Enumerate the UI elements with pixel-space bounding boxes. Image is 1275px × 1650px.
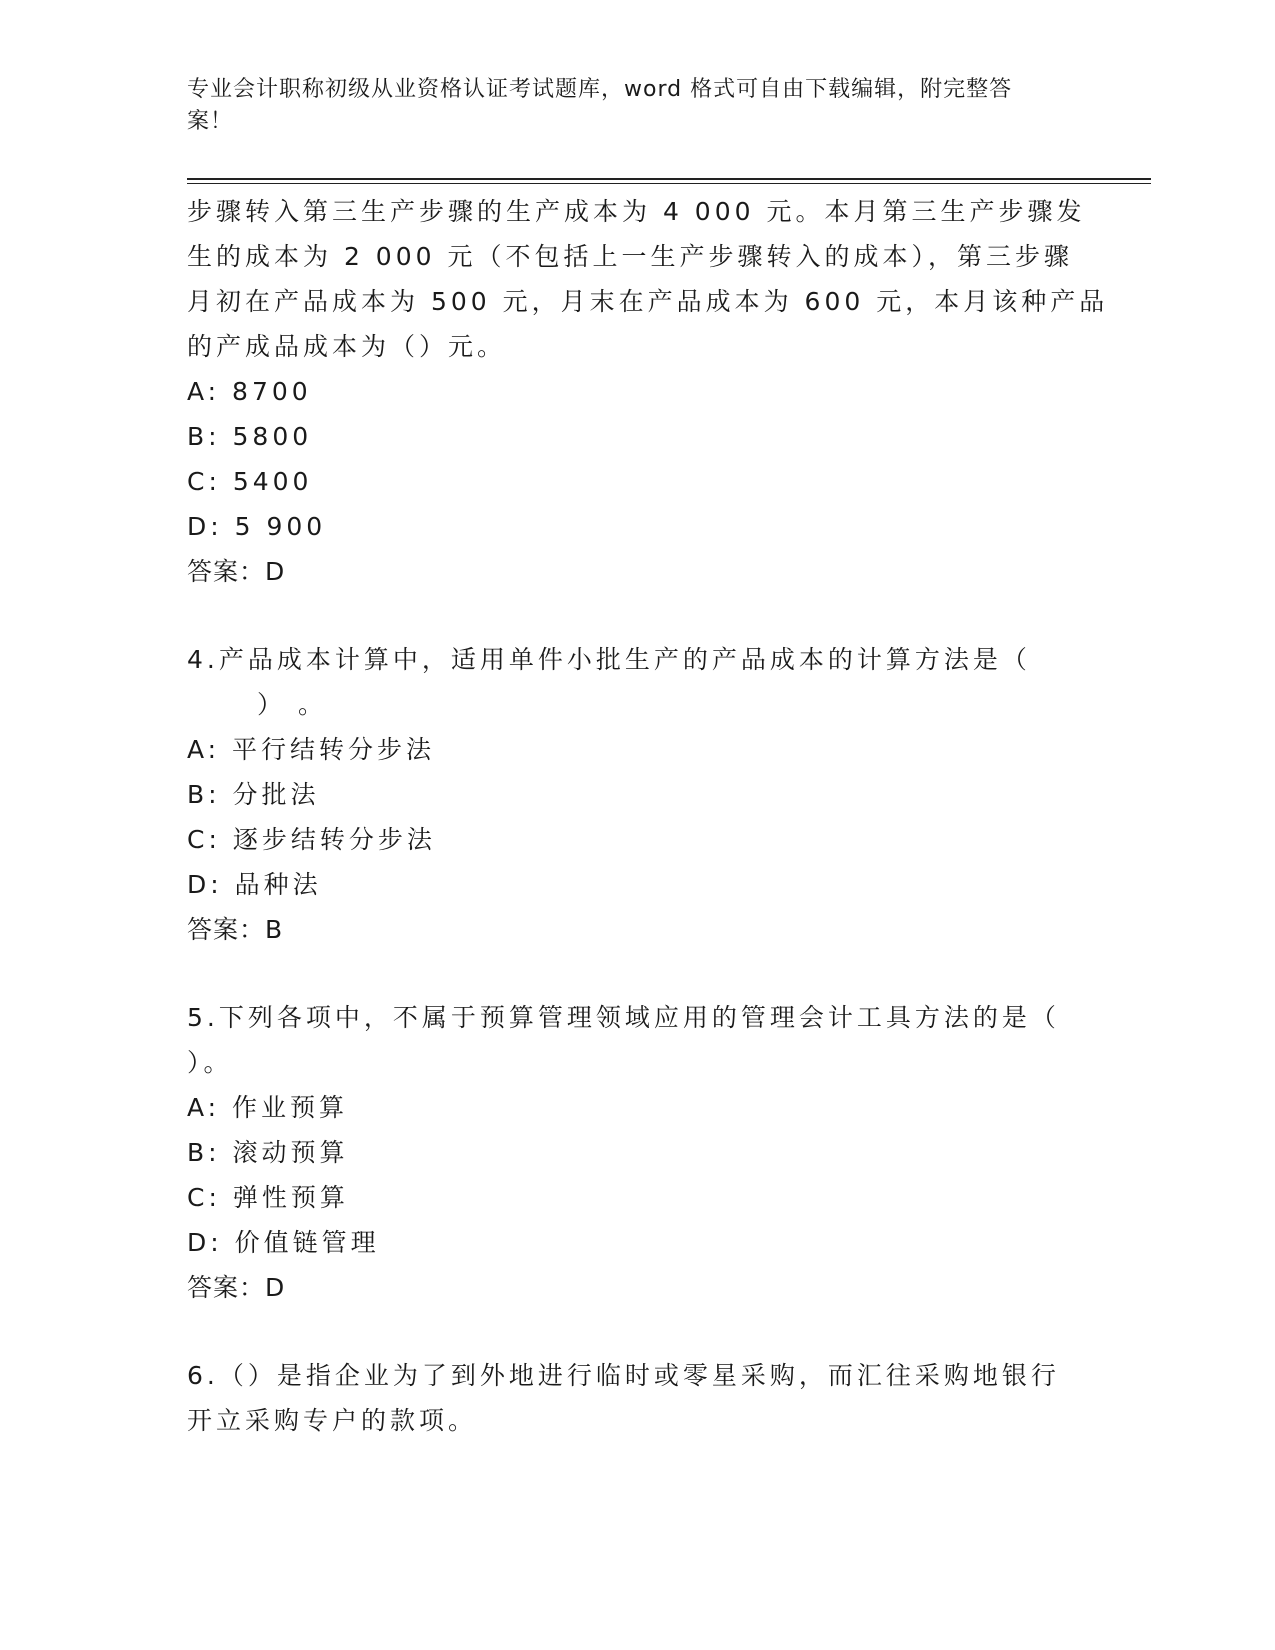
header-line-2: 案！ xyxy=(187,109,234,134)
question-4 xyxy=(187,637,1067,952)
question-6-line-1: 6.（）是指企业为了到外地进行临时或零星采购，而汇往采购地银行 xyxy=(187,1361,1060,1390)
question-4-line-2: ） 。 xyxy=(257,690,327,719)
question-5-line-2: ）。 xyxy=(187,1048,233,1077)
question-6-line-2: 开立采购专户的款项。 xyxy=(187,1406,478,1435)
question-5-option-b: B: 滚动预算 xyxy=(187,1138,349,1167)
question-4-option-b: B: 分批法 xyxy=(187,780,320,809)
question-3-answer: 答案：D xyxy=(187,557,286,586)
question-3-option-d: D: 5 900 xyxy=(187,512,327,541)
question-3-option-a: A: 8700 xyxy=(187,377,312,406)
question-3-option-c: C: 5400 xyxy=(187,467,313,496)
spacer xyxy=(187,952,1067,995)
question-5-answer: 答案：D xyxy=(187,1273,286,1302)
spacer xyxy=(187,1310,1067,1353)
question-4-answer: 答案：B xyxy=(187,915,284,944)
question-5-option-d: D: 价值链管理 xyxy=(187,1228,380,1257)
header-rule-thick xyxy=(187,178,1151,180)
question-5-line-1: 5.下列各项中，不属于预算管理领域应用的管理会计工具方法的是（ xyxy=(187,1003,1060,1032)
question-3-line-3: 月初在产品成本为 500 元，月末在产品成本为 600 元，本月该种产品 xyxy=(187,287,1109,316)
question-4-option-a: A: 平行结转分步法 xyxy=(187,735,436,764)
header-line-1: 专业会计职称初级从业资格认证考试题库，word 格式可自由下载编辑，附完整答 xyxy=(187,77,1013,102)
question-4-option-c: C: 逐步结转分步法 xyxy=(187,825,436,854)
spacer xyxy=(187,594,1067,637)
question-5-option-a: A: 作业预算 xyxy=(187,1093,349,1122)
question-5 xyxy=(187,995,1067,1310)
question-4-line-1: 4.产品成本计算中，适用单件小批生产的产品成本的计算方法是（ xyxy=(187,645,1031,674)
document-body xyxy=(187,189,1109,1443)
header-rule-thin xyxy=(187,183,1151,184)
question-3 xyxy=(187,189,1109,594)
question-4-option-d: D: 品种法 xyxy=(187,870,322,899)
question-6 xyxy=(187,1353,1067,1443)
page-header xyxy=(187,74,1067,138)
question-3-option-b: B: 5800 xyxy=(187,422,313,451)
question-3-line-4: 的产成品成本为（）元。 xyxy=(187,332,507,361)
question-3-line-2: 生的成本为 2 000 元（不包括上一生产步骤转入的成本），第三步骤 xyxy=(187,242,1073,271)
question-5-option-c: C: 弹性预算 xyxy=(187,1183,349,1212)
question-3-line-1: 步骤转入第三生产步骤的生产成本为 4 000 元。本月第三生产步骤发 xyxy=(187,197,1086,226)
